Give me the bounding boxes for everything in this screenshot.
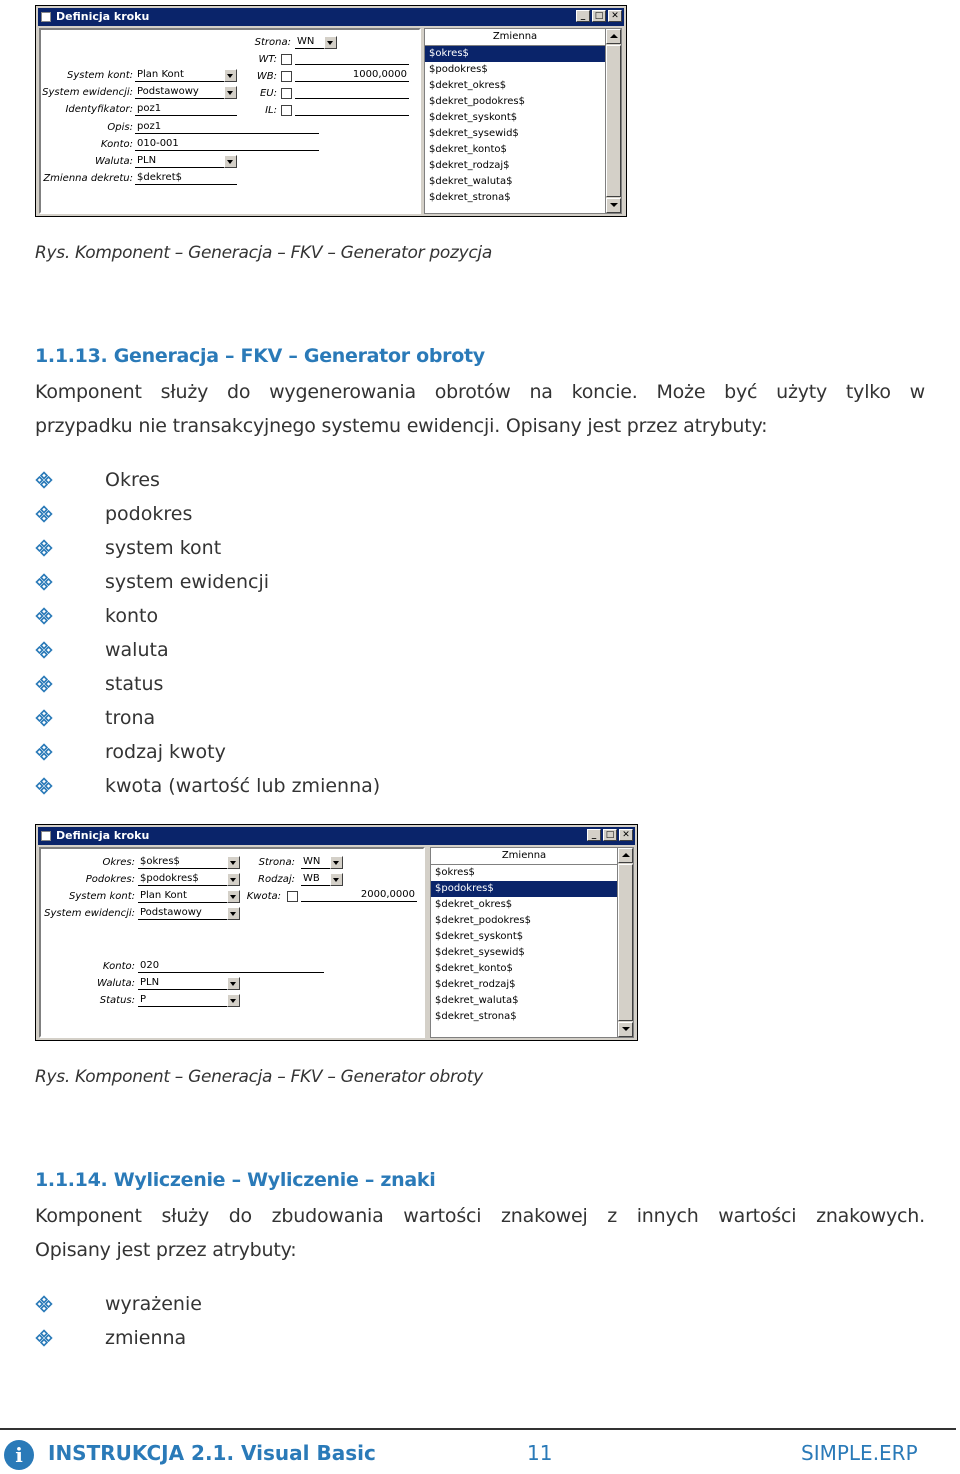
chevron-down-icon[interactable] bbox=[227, 873, 240, 886]
info-icon: i bbox=[4, 1440, 34, 1470]
list-item-label: waluta bbox=[105, 639, 169, 661]
diamond-bullet-icon bbox=[35, 675, 53, 693]
label-opis: Opis: bbox=[107, 122, 133, 133]
system-kont-select[interactable]: Plan Kont bbox=[135, 68, 225, 82]
list-item[interactable]: $okres$ bbox=[435, 867, 475, 878]
dialog-definicja-kroku-2 bbox=[35, 824, 638, 1041]
figure-caption-1: Rys. Komponent – Generacja – FKV – Generator pozycja bbox=[35, 243, 492, 263]
label-system-kont: System kont: bbox=[66, 70, 133, 81]
footer-brand: SIMPLE.ERP bbox=[801, 1441, 918, 1465]
list-item[interactable]: $dekret_sysewid$ bbox=[429, 128, 519, 139]
diamond-bullet-icon bbox=[35, 539, 53, 557]
label-eu: EU: bbox=[259, 88, 277, 99]
chevron-down-icon[interactable] bbox=[224, 69, 237, 82]
chevron-down-icon[interactable] bbox=[224, 155, 237, 168]
status-select[interactable]: P bbox=[138, 993, 228, 1007]
system-kont-select[interactable]: Plan Kont bbox=[138, 889, 228, 903]
label-waluta: Waluta: bbox=[94, 156, 133, 167]
konto-field[interactable]: 010-001 bbox=[135, 137, 319, 151]
list-item-label: status bbox=[105, 673, 164, 695]
konto-field[interactable]: 020 bbox=[138, 959, 324, 973]
opis-field[interactable]: poz1 bbox=[135, 120, 319, 134]
diamond-bullet-icon bbox=[35, 709, 53, 727]
maximize-icon[interactable]: □ bbox=[603, 829, 617, 841]
chevron-down-icon[interactable] bbox=[227, 856, 240, 869]
diamond-bullet-icon bbox=[35, 777, 53, 795]
list-item[interactable]: $dekret_rodzaj$ bbox=[429, 160, 510, 171]
dialog-title: Definicja kroku bbox=[56, 829, 150, 842]
form-pane bbox=[39, 847, 425, 1038]
zmienna-dekretu-field[interactable]: $dekret$ bbox=[135, 171, 237, 185]
list-item[interactable]: $dekret_podokres$ bbox=[435, 915, 531, 926]
label-wb: WB: bbox=[256, 71, 277, 82]
il-field[interactable] bbox=[295, 102, 409, 116]
list-header: Zmienna bbox=[425, 29, 605, 46]
identyfikator-field[interactable]: poz1 bbox=[135, 102, 237, 116]
minimize-icon[interactable]: _ bbox=[576, 10, 590, 22]
vertical-scrollbar[interactable] bbox=[617, 848, 633, 1037]
dialog-title-bar bbox=[38, 8, 624, 26]
paragraph-line: przypadku nie transakcyjnego systemu ewidencji. Opisany jest przez atrybuty: bbox=[35, 415, 768, 437]
scroll-up-icon[interactable] bbox=[618, 848, 633, 863]
eu-checkbox[interactable] bbox=[281, 88, 292, 99]
list-item-label: rodzaj kwoty bbox=[105, 741, 226, 763]
scroll-thumb[interactable] bbox=[618, 864, 633, 1021]
chevron-down-icon[interactable] bbox=[227, 890, 240, 903]
label-identyfikator: Identyfikator: bbox=[65, 104, 133, 115]
minimize-icon[interactable]: _ bbox=[587, 829, 601, 841]
chevron-down-icon[interactable] bbox=[330, 856, 343, 869]
diamond-bullet-icon bbox=[35, 573, 53, 591]
list-item[interactable]: $podokres$ bbox=[429, 64, 488, 75]
label-okres: Okres: bbox=[102, 857, 135, 868]
app-icon bbox=[41, 831, 51, 841]
list-item[interactable]: $dekret_sysewid$ bbox=[435, 947, 525, 958]
kwota-checkbox[interactable] bbox=[287, 891, 298, 902]
footer-divider bbox=[0, 1428, 956, 1430]
dialog-definicja-kroku-1 bbox=[35, 5, 627, 217]
wb-checkbox[interactable] bbox=[281, 71, 292, 82]
label-system-ewidencji: System ewidencji: bbox=[42, 87, 133, 98]
strona-select[interactable]: WN bbox=[301, 855, 331, 869]
section-heading-1-1-14: 1.1.14. Wyliczenie – Wyliczenie – znaki bbox=[35, 1169, 436, 1191]
list-item[interactable]: $dekret_waluta$ bbox=[429, 176, 513, 187]
section-2-paragraph bbox=[35, 1199, 925, 1267]
label-system-ewidencji: System ewidencji: bbox=[44, 908, 135, 919]
close-icon[interactable]: ✕ bbox=[608, 10, 622, 22]
section-heading-1-1-13: 1.1.13. Generacja – FKV – Generator obroty bbox=[35, 345, 485, 367]
list-item[interactable]: $dekret_konto$ bbox=[429, 144, 507, 155]
list-item[interactable]: $dekret_syskont$ bbox=[429, 112, 518, 123]
list-item-label: konto bbox=[105, 605, 159, 627]
figure-caption-2: Rys. Komponent – Generacja – FKV – Generator obroty bbox=[35, 1067, 483, 1087]
scroll-thumb[interactable] bbox=[606, 45, 621, 197]
label-wt: WT: bbox=[258, 54, 277, 65]
chevron-down-icon[interactable] bbox=[227, 907, 240, 920]
list-item[interactable]: $dekret_konto$ bbox=[435, 963, 513, 974]
label-zmienna-dekretu: Zmienna dekretu: bbox=[43, 173, 133, 184]
paragraph-line: Komponent służy do wygenerowania obrotów na koncie. Może być użyty tylko w bbox=[35, 381, 925, 403]
vertical-scrollbar[interactable] bbox=[605, 29, 621, 213]
paragraph-line: Komponent służy do zbudowania wartości znakowej z innych wartości znakowych. bbox=[35, 1205, 925, 1227]
list-item[interactable]: $okres$ bbox=[425, 46, 605, 62]
label-status: Status: bbox=[99, 995, 135, 1006]
diamond-bullet-icon bbox=[35, 743, 53, 761]
list-item[interactable]: $dekret_strona$ bbox=[429, 192, 511, 203]
kwota-field[interactable]: 2000,0000 bbox=[301, 888, 417, 902]
list-item-label: podokres bbox=[105, 503, 193, 525]
list-item-label: kwota (wartość lub zmienna) bbox=[105, 775, 381, 797]
chevron-down-icon[interactable] bbox=[324, 36, 337, 49]
variables-list[interactable] bbox=[424, 28, 622, 214]
list-item-label: system kont bbox=[105, 537, 222, 559]
diamond-bullet-icon bbox=[35, 1329, 53, 1347]
list-item-label: trona bbox=[105, 707, 156, 729]
scroll-down-icon[interactable] bbox=[606, 198, 621, 213]
system-ewidencji-select[interactable]: Podstawowy bbox=[135, 85, 225, 99]
label-strona: Strona: bbox=[258, 857, 295, 868]
list-item[interactable]: $dekret_strona$ bbox=[435, 1011, 517, 1022]
scroll-down-icon[interactable] bbox=[618, 1022, 633, 1037]
waluta-select[interactable]: PLN bbox=[135, 154, 225, 168]
list-item-label: system ewidencji bbox=[105, 571, 270, 593]
list-item-label: Okres bbox=[105, 469, 160, 491]
il-checkbox[interactable] bbox=[281, 105, 292, 116]
rodzaj-select[interactable]: WB bbox=[301, 872, 331, 886]
maximize-icon[interactable]: □ bbox=[592, 10, 606, 22]
variables-list[interactable] bbox=[430, 847, 634, 1038]
diamond-bullet-icon bbox=[35, 471, 53, 489]
list-header: Zmienna bbox=[431, 848, 617, 865]
list-item[interactable]: $podokres$ bbox=[431, 881, 617, 897]
okres-select[interactable]: $okres$ bbox=[138, 855, 228, 869]
label-kwota: Kwota: bbox=[246, 891, 281, 902]
app-icon bbox=[41, 12, 51, 22]
dialog-title-bar bbox=[38, 827, 635, 845]
wt-checkbox[interactable] bbox=[281, 54, 292, 65]
list-item[interactable]: $dekret_syskont$ bbox=[435, 931, 524, 942]
section-1-paragraph bbox=[35, 375, 925, 443]
list-item[interactable]: $dekret_okres$ bbox=[435, 899, 513, 910]
label-podokres: Podokres: bbox=[85, 874, 135, 885]
wb-field[interactable]: 1000,0000 bbox=[295, 68, 409, 82]
chevron-down-icon[interactable] bbox=[224, 86, 237, 99]
footer-title: INSTRUKCJA 2.1. Visual Basic bbox=[48, 1441, 376, 1465]
diamond-bullet-icon bbox=[35, 505, 53, 523]
chevron-down-icon[interactable] bbox=[227, 994, 240, 1007]
label-konto: Konto: bbox=[102, 961, 135, 972]
list-item-label: zmienna bbox=[105, 1327, 187, 1349]
list-item[interactable]: $dekret_okres$ bbox=[429, 80, 507, 91]
label-konto: Konto: bbox=[100, 139, 133, 150]
podokres-select[interactable]: $podokres$ bbox=[138, 872, 228, 886]
form-pane bbox=[39, 28, 421, 214]
label-rodzaj: Rodzaj: bbox=[258, 874, 295, 885]
chevron-down-icon[interactable] bbox=[330, 873, 343, 886]
label-waluta: Waluta: bbox=[96, 978, 135, 989]
list-item[interactable]: $dekret_rodzaj$ bbox=[435, 979, 516, 990]
label-il: IL: bbox=[265, 105, 277, 116]
page-number: 11 bbox=[527, 1441, 553, 1465]
label-strona: Strona: bbox=[254, 37, 291, 48]
scroll-up-icon[interactable] bbox=[606, 29, 621, 44]
list-item[interactable]: $dekret_podokres$ bbox=[429, 96, 525, 107]
label-system-kont: System kont: bbox=[68, 891, 135, 902]
waluta-select[interactable]: PLN bbox=[138, 976, 228, 990]
list-item[interactable]: $dekret_waluta$ bbox=[435, 995, 519, 1006]
chevron-down-icon[interactable] bbox=[227, 977, 240, 990]
list-item-label: wyrażenie bbox=[105, 1293, 202, 1315]
paragraph-line: Opisany jest przez atrybuty: bbox=[35, 1239, 297, 1261]
eu-field[interactable] bbox=[295, 85, 409, 99]
diamond-bullet-icon bbox=[35, 1295, 53, 1313]
strona-select[interactable]: WN bbox=[295, 35, 325, 49]
dialog-title: Definicja kroku bbox=[56, 10, 150, 23]
wt-field[interactable] bbox=[295, 51, 409, 65]
diamond-bullet-icon bbox=[35, 641, 53, 659]
close-icon[interactable]: ✕ bbox=[619, 829, 633, 841]
diamond-bullet-icon bbox=[35, 607, 53, 625]
system-ewidencji-select[interactable]: Podstawowy bbox=[138, 906, 228, 920]
